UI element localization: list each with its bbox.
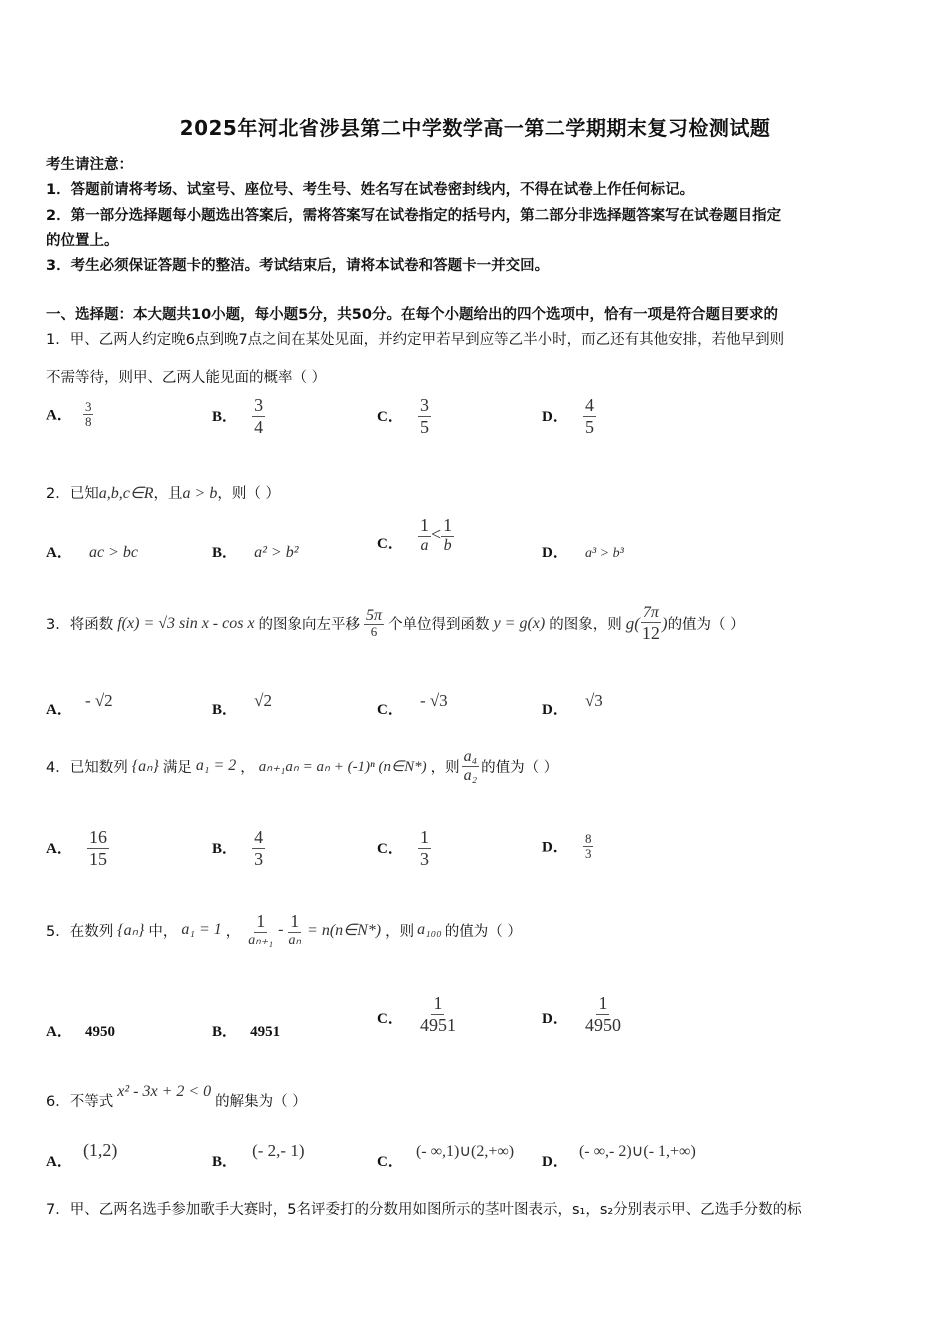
q1-option-b[interactable] — [212, 396, 265, 437]
q2-condition-ineq: a > b — [182, 485, 218, 502]
notice-item-2: 2．第一部分选择题每小题选出答案后，需将答案写在试卷指定的括号内，第二部分非选择题答案写在试卷题目指定 — [46, 208, 782, 224]
q3-option-d[interactable]: D． √3 — [542, 691, 603, 718]
option-label: D． — [542, 409, 568, 426]
q5-option-a[interactable]: A． 4950 — [46, 1024, 115, 1040]
q6-option-d[interactable]: D． (- ∞,- 2)∪(- 1,+∞) — [542, 1143, 696, 1170]
q3-g-argument: $\frac{7\pi}{12}$ — [641, 604, 660, 643]
q2-text: 2．已知a,b,c∈R，且a > b，则（ ） — [46, 485, 280, 502]
q2-condition-set: a,b,c∈R — [98, 485, 154, 502]
option-fraction: $\frac{3}{4}$ — [254, 395, 264, 437]
q3-option-c[interactable]: C． - √3 — [377, 691, 448, 718]
q1-text-line2: 不需等待，则甲、乙两人能见面的概率（ ） — [46, 370, 327, 386]
option-label: B． — [212, 409, 238, 426]
q4-option-c[interactable]: C． $\frac{1}{3}$ — [377, 827, 429, 869]
option-fraction: $\frac{3}{8}$ — [84, 399, 92, 430]
q5-option-b[interactable]: B． 4951 — [212, 1024, 281, 1040]
option-fraction: $\frac{4}{5}$ — [584, 395, 594, 437]
q4-recurrence: aₙ₊₁aₙ = aₙ + (-1)ⁿ (n∈N*) — [258, 758, 427, 775]
q6-option-c[interactable]: C． (- ∞,1)∪(2,+∞) — [377, 1143, 515, 1170]
q2-option-b[interactable]: B． a² > b² — [212, 544, 299, 561]
q1-option-d[interactable] — [542, 396, 596, 437]
option-label: C． — [377, 409, 403, 426]
q1-option-c[interactable] — [377, 396, 431, 437]
notice-item-1: 1．答题前请将考场、试室号、座位号、考生号、姓名写在试卷密封线内，不得在试卷上作任何标记。 — [46, 182, 695, 198]
q4-sequence: {aₙ} — [131, 758, 159, 776]
q5-option-c[interactable]: C． $\frac{1}{4951}$ — [377, 993, 456, 1035]
q4-option-b[interactable]: B． $\frac{4}{3}$ — [212, 827, 264, 869]
q4-option-a[interactable]: A． $\frac{16}{15}$ — [46, 827, 107, 869]
q4-option-d[interactable]: D． $\frac{8}{3}$ — [542, 831, 592, 862]
q5-text: 5．在数列 {aₙ} 中， a₁ = 1 ， $\frac{1}{\text{aₙ₊₁}}$ - $\frac{1}{\text{aₙ}}$ = n(n∈N*) ，则 a₁₀₀ 的值为（ ） — [46, 911, 522, 948]
q3-text: 3．将函数 f(x) = √3 sin x - cos x 的图象向左平移 $\frac{5\pi}{6}$ 个单位得到函数 y = g(x) 的图象，则 g( $\frac{7\pi}{12}$ ) 的值为（ ） — [46, 604, 745, 643]
q5-option-d[interactable]: D． $\frac{1}{4950}$ — [542, 993, 621, 1035]
q1-text-line1: 1．甲、乙两人约定晚6点到晚7点之间在某处见面，并约定甲若早到应等乙半小时，而乙还有其他安排，若他早到则 — [46, 332, 785, 348]
option-label: A． — [46, 407, 72, 424]
section-heading: 一、选择题：本大题共10小题，每小题5分，共50分。在每个小题给出的四个选项中，恰有一项是符合题目要求的 — [46, 307, 778, 323]
q3-function: f(x) = √3 sin x - cos x — [117, 614, 255, 632]
q4-text: 4．已知数列 {aₙ} 满足 a₁ = 2 ， aₙ₊₁aₙ = aₙ + (-1)ⁿ (n∈N*) ，则 $\frac{\text{a₄}}{\text{a₂}}$ 的值为（ ） — [46, 748, 559, 784]
q3-shift-fraction: $\frac{5\pi}{6}$ — [366, 606, 383, 640]
q1-option-a[interactable] — [46, 400, 93, 430]
option-fraction: $\frac{3}{5}$ — [419, 395, 429, 437]
notice-item-3: 3．考生必须保证答题卡的整洁。考试结束后，请将本试卷和答题卡一并交回。 — [46, 258, 550, 274]
notice-heading: 考生请注意： — [46, 157, 133, 173]
q6-option-b[interactable]: B． (- 2,- 1) — [212, 1141, 305, 1170]
q6-inequality: x² - 3x + 2 < 0 — [117, 1083, 212, 1100]
q2-option-d[interactable]: D． a³ > b³ — [542, 545, 624, 561]
q4-ratio: $\frac{\text{a₄}}{\text{a₂}}$ — [463, 748, 478, 784]
notice-item-2-cont: 的位置上。 — [46, 233, 119, 249]
q6-text: 6．不等式x² - 3x + 2 < 0的解集为（ ） — [46, 1083, 307, 1110]
q3-option-a[interactable]: A． - √2 — [46, 691, 113, 718]
q2-option-a[interactable]: A． ac > bc — [46, 544, 138, 561]
q6-option-a[interactable]: A． (1,2) — [46, 1140, 118, 1170]
q7-text-line1: 7．甲、乙两名选手参加歌手大赛时，5名评委打的分数用如图所示的茎叶图表示，s₁，s₂分别表示甲、乙选手分数的标 — [46, 1202, 802, 1218]
page-title: 2025年河北省涉县第二中学数学高一第二学期期末复习检测试题 — [179, 116, 771, 140]
q2-option-c[interactable]: C． $\frac{1}{a}$ < $\frac{1}{b}$ — [377, 515, 453, 554]
q3-option-b[interactable]: B． √2 — [212, 691, 272, 718]
